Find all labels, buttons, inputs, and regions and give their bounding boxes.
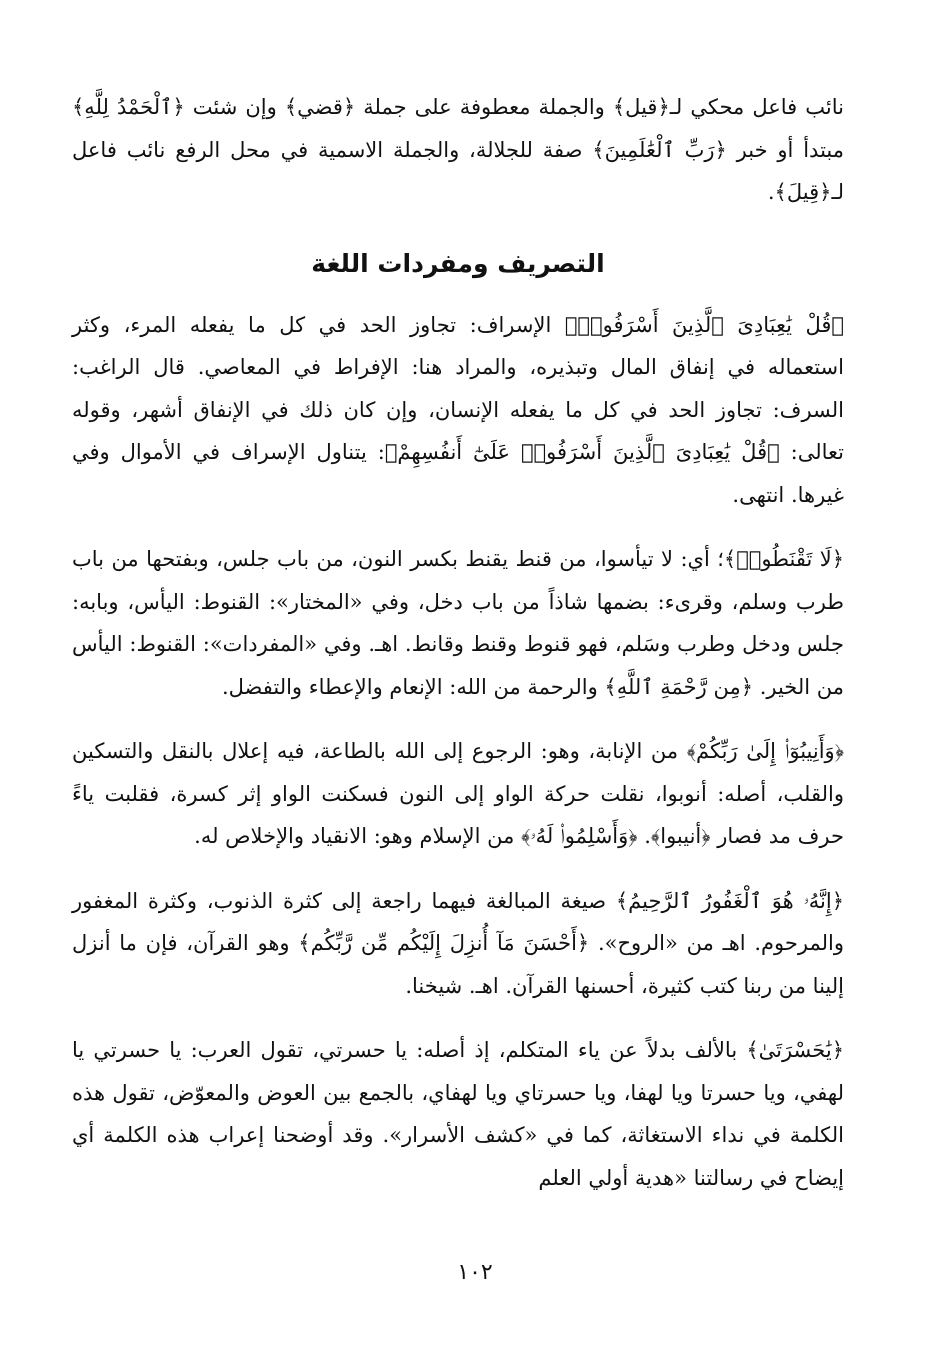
top-paragraph: نائب فاعل محكي لـ﴿قيل﴾ والجملة معطوفة على جملة ﴿قضي﴾ وإن شئت ﴿ٱلْحَمْدُ لِلَّهِ﴾ مبتدأ أو خبر ﴿رَبِّ ٱلْعَٰلَمِينَ﴾ صفة للجلالة، والجملة الاسمية في محل الرفع نائب فاعل لـ﴿قِيلَ﴾. [72, 95, 844, 204]
page-body [72, 86, 844, 1199]
paragraph-ghafur: ﴿إِنَّهُۥ هُوَ ٱلْغَفُورُ ٱلرَّحِيمُ﴾ صيغة المبالغة فيهما راجعة إلى كثرة الذنوب، وكثرة المغفور والمرحوم. اهـ من «الروح». ﴿أَحْسَنَ مَآ أُنزِلَ إِلَيْكُم مِّن رَّبِّكُم﴾ وهو القرآن، فإن ما أنزل إلينا من ربنا كتب كثيرة، أحسنها القرآن. اهـ. شيخنا. [72, 888, 844, 998]
section-heading: التصريف ومفردات اللغة [311, 248, 605, 278]
paragraph-inaba: ﴿وَأَنِيبُوٓا۟ إِلَىٰ رَبِّكُمْ﴾ من الإنابة، وهو: الرجوع إلى الله بالطاعة، فيه إعلال بالنقل والتسكين والقلب، أصله: أنوبوا، نقلت حركة الواو إلى النون فسكنت الواو إثر كسرة، فقلبت ياءً حرف مد فصار ﴿أنيبوا﴾. ﴿وَأَسْلِمُوا۟ لَهُۥ﴾ من الإسلام وهو: الانقياد والإخلاص له. [72, 739, 844, 848]
page-number: ١٠٢ [457, 1260, 493, 1285]
paragraph-hasrata: ﴿يَٰحَسْرَتَىٰ﴾ بالألف بدلاً عن ياء المتكلم، إذ أصله: يا حسرتي، تقول العرب: يا حسرتي يا لهفي، ويا حسرتا ويا لهفا، ويا حسرتاي ويا لهفاي، بالجمع بين العوض والمعوّض، تقول هذه الكلمة في نداء الاستغاثة، كما في «كشف الأسرار». وقد أوضحنا إعراب هذه الكلمة أي إيضاح في رسالتنا «هدية أولي العلم [72, 1038, 844, 1190]
paragraph-israf: ﴿قُلْ يَٰعِبَادِىَ ٱلَّذِينَ أَسْرَفُوا۟﴾ الإسراف: تجاوز الحد في كل ما يفعله المرء، وكثر استعماله في إنفاق المال وتبذيره، والمراد هنا: الإفراط في المعاصي. قال الراغب: السرف: تجاوز الحد في كل ما يفعله الإنسان، وإن كان ذلك في الإنفاق أشهر، وقوله تعالى: ﴿قُلْ يَٰعِبَادِىَ ٱلَّذِينَ أَسْرَفُوا۟ عَلَىٰٓ أَنفُسِهِمْ﴾: يتناول الإسراف في الأموال وفي غيرها. انتهى. [72, 312, 844, 507]
paragraph-qunut: ﴿لَا تَقْنَطُوا۟﴾؛ أي: لا تيأسوا، من قنط يقنط بكسر النون، من باب جلس، وبفتحها من باب طرب وسلم، وقرىء: بضمها شاذاً من باب دخل، وفي «المختار»: القنوط: اليأس، وبابه: جلس ودخل وطرب وسَلم، فهو قنوط وقنط وقانط. اهـ. وفي «المفردات»: القنوط: اليأس من الخير. ﴿مِن رَّحْمَةِ ٱللَّهِ﴾ والرحمة من الله: الإنعام والإعطاء والتفضل. [72, 547, 844, 699]
